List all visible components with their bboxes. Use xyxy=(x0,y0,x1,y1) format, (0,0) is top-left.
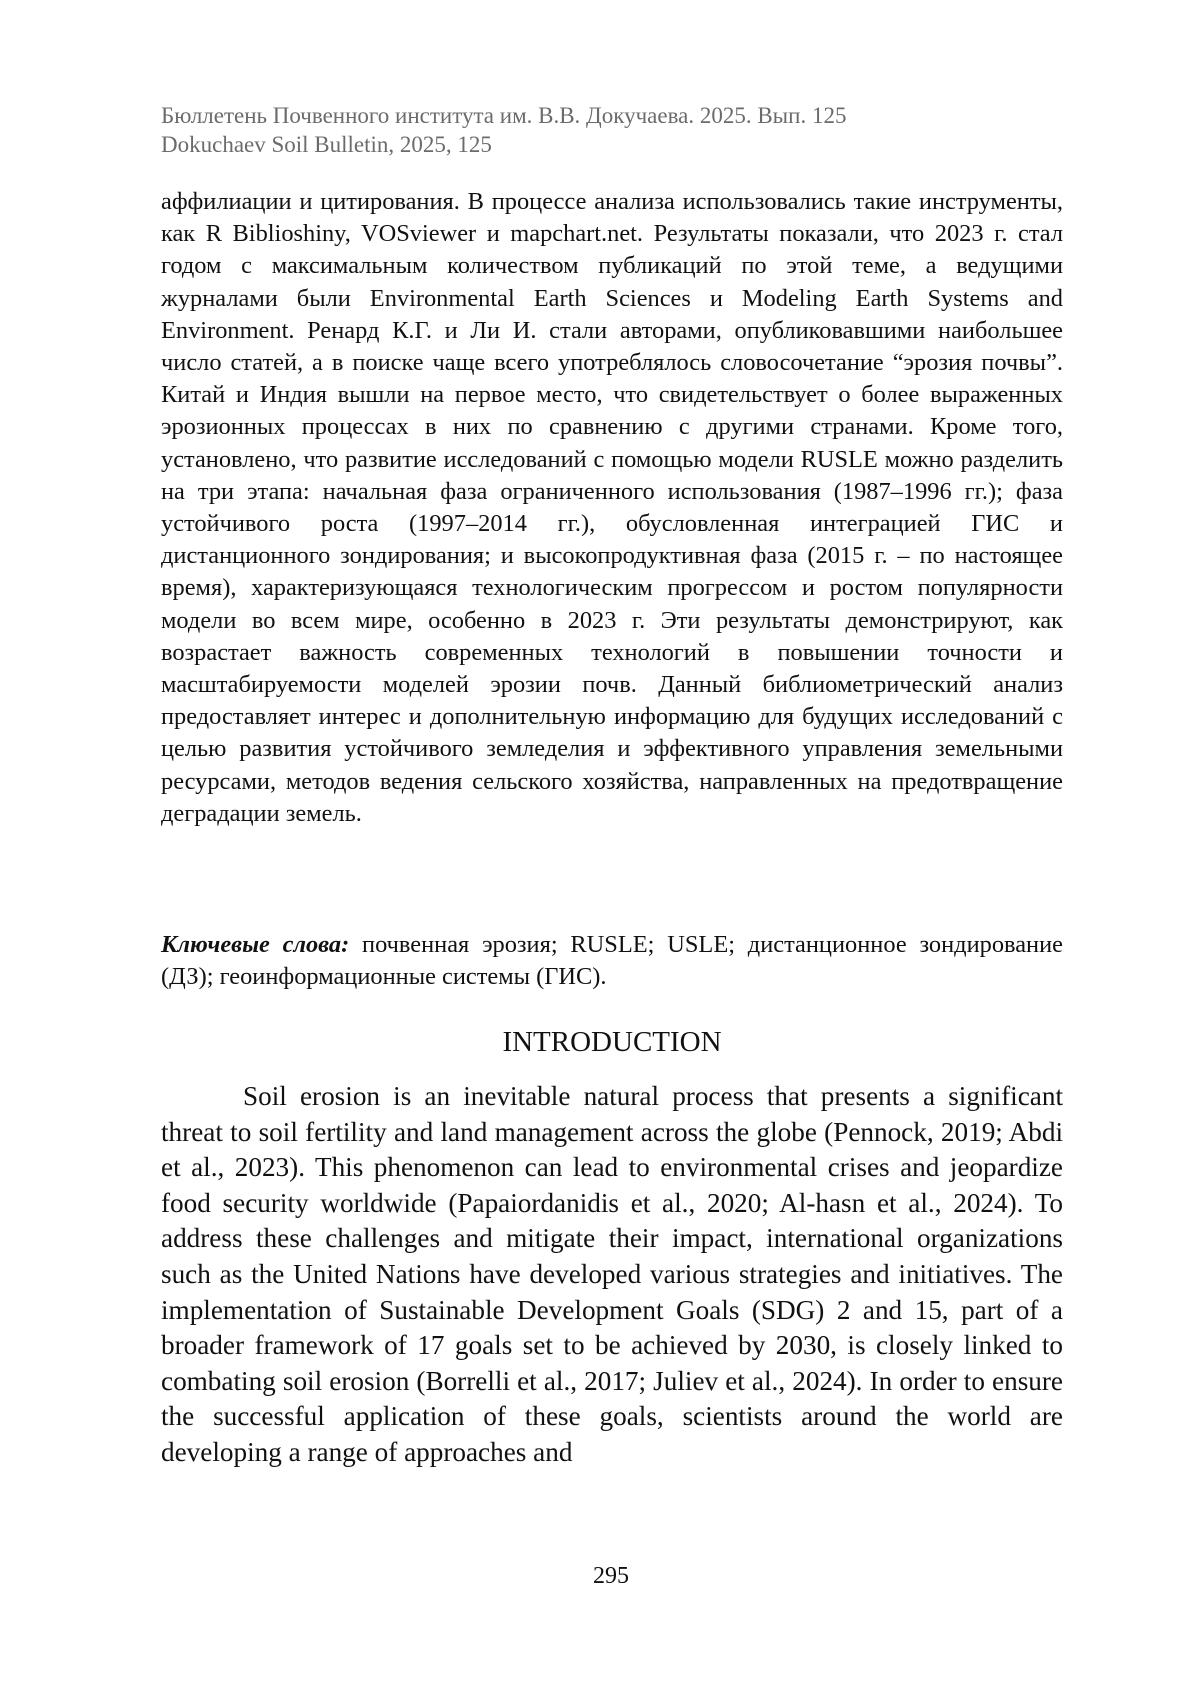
section-heading-introduction: INTRODUCTION xyxy=(502,1026,722,1058)
keywords-paragraph xyxy=(161,929,1063,993)
journal-title-en: Dokuchaev Soil Bulletin, 2025, 125 xyxy=(161,132,492,157)
running-head xyxy=(161,101,1061,159)
abstract-paragraph: аффилиации и цитирования. В процессе анализа использовались такие инструменты, как R Biblioshiny, VOSviewer и mapchart.net. Результаты показали, что 2023 г. стал годом с максимальным количеством публикаций по этой теме, а ведущими журналами были Environmental Earth Sciences и Modeling Earth Systems and Environment. Ренард К.Г. и Ли И. стали авторами, опубликовавшими наибольшее число статей, а в поиске чаще всего употреблялось словосочетание “эрозия почвы”. Китай и Индия вышли на первое место, что свидетельствует о более выраженных эрозионных процессах в них по сравнению с другими странами. Кроме того, установлено, что развитие исследований с помощью модели RUSLE можно разделить на три этапа: начальная фаза ограниченного использования (1987–1996 гг.); фаза устойчивого роста (1997–2014 гг.), обусловленная интеграцией ГИС и дистанционного зондирования; и высокопродуктивная фаза (2015 г. – по настоящее время), характеризующаяся технологическим прогрессом и ростом популярности модели во всем мире, особенно в 2023 г. Эти результаты демонстрируют, как возрастает важность современных технологий в повышении точности и масштабируемости моделей эрозии почв. Данный библиометрический анализ предоставляет интерес и дополнительную информацию для будущих исследований с целью развития устойчивого земледелия и эффективного управления земельными ресурсами, методов ведения сельского хозяйства, направленных на предотвращение деградации земель. xyxy=(161,188,1063,827)
keywords-label: Ключевые слова: xyxy=(161,931,350,958)
introduction-paragraph: Soil erosion is an inevitable natural process that presents a significant threat to soil fertility and land management across the globe (Pennock, 2019; Abdi et al., 2023). This phenomenon can lead to environmental crises and jeopardize food security worldwide (Papaiordanidis et al., 2020; Al-hasn et al., 2024). To address these challenges and mitigate their impact, international organizations such as the United Nations have developed various strategies and initiatives. The implementation of Sustainable Development Goals (SDG) 2 and 15, part of a broader framework of 17 goals set to be achieved by 2030, is closely linked to combating soil erosion (Borrelli et al., 2017; Juliev et al., 2024). In order to ensure the successful application of these goals, scientists around the world are developing a range of approaches and xyxy=(161,1081,1063,1467)
keywords-text: почвенная эрозия; RUSLE; USLE; дистанционное зондирование (ДЗ); геоинформационные системы (ГИС). xyxy=(161,931,1063,991)
page-number: 295 xyxy=(593,1563,629,1589)
journal-title-ru: Бюллетень Почвенного института им. В.В. Докучаева. 2025. Вып. 125 xyxy=(161,103,847,128)
